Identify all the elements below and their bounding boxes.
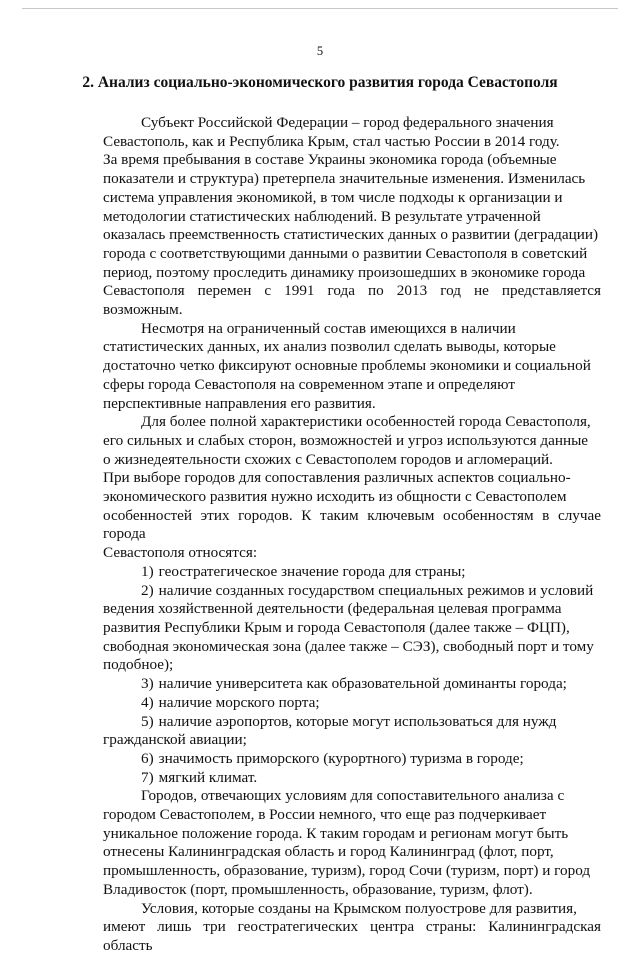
paragraph-characteristics: Для более полной характеристики особенностей города Севастополя, его сильных и слабых сторон, возможностей и угроз используются данные о жизнедеятельности схожих с Севастополем городов и агломераций. При выборе городов для сопоставления различных аспектов социально- экономического развития нужно исходить из общности с Севастополем особенностей этих городов. К таким ключевым особенностям в случае города Севастополя относятся: [103, 413, 601, 562]
list-item-number: 6) [141, 749, 154, 767]
list-item [103, 675, 601, 694]
paragraph-intro: Субъект Российской Федерации – город федерального значения Севастополь, как и Республика Крым, стал частью России в 2014 году. За время пребывания в составе Украины экономика города (объемные показатели и структура) претерпела значительные изменения. Изменилась система управления экономикой, в том числе подходы к организации и методологии статистических наблюдений. В результате утраченной оказалась преемственность статистических данных о развитии (деградации) города с соответствующими данными о развитии Севастополя в советский период, поэтому проследить динамику произошедших в экономике города Севастополя перемен с 1991 года по 2013 год не представляется возможным. [103, 114, 601, 319]
list-item [103, 750, 601, 769]
list-item-number: 2) [141, 581, 154, 599]
list-item-text: наличие аэропортов, которые могут использоваться для нужд гражданской авиации; [103, 712, 557, 749]
page-number: 5 [316, 44, 324, 58]
list-item-number: 7) [141, 768, 154, 786]
list-item-text: наличие морского порта; [158, 693, 320, 711]
list-item-text: наличие созданных государством специальных режимов и условий ведения хозяйственной деятельности (федеральная целевая программа развития Республики Крым и города Севастополя (далее также – ФЦП), свободная экономическая зона (далее также – СЭЗ), свободный порт и тому подобное); [103, 581, 594, 674]
paragraph-comparable-cities: Городов, отвечающих условиям для сопоставительного анализа с городом Севастополем, в России немного, что еще раз подчеркивает уникальное положение города. К таким городам и регионам могут быть отнесены Калининградская область и город Калининград (флот, порт, промышленность, образование, туризм), город Сочи (туризм, порт) и город Владивосток (порт, промышленность, образование, туризм, флот). [103, 787, 591, 898]
list-item [103, 713, 601, 750]
list-item-number: 5) [141, 712, 154, 730]
list-item [103, 769, 601, 788]
page-top-edge [22, 8, 618, 9]
list-item-number: 4) [141, 693, 154, 711]
list-item [103, 582, 601, 676]
list-item-text: геостратегическое значение города для страны; [158, 562, 466, 580]
list-item [103, 694, 601, 713]
list-item-text: наличие университета как образовательной доминанты города; [158, 675, 567, 693]
list-item-number: 3) [141, 675, 154, 693]
list-item-text: значимость приморского (курортного) туризма в городе; [158, 749, 524, 767]
paragraph-analysis: Несмотря на ограниченный состав имеющихся в наличии статистических данных, их анализ позволил сделать выводы, которые достаточно четко фиксируют основные проблемы экономики и социальной сферы города Севастополя на современном этапе и определяют перспективные направления его развития. [103, 319, 591, 412]
paragraph-conditions: Условия, которые созданы на Крымском полуострове для развития, имеют лишь три геостратегических центра страны: Калининградская область [103, 899, 601, 954]
list-item [103, 563, 601, 582]
section-heading: 2. Анализ социально-экономического развития города Севастополя [82, 74, 558, 91]
list-item-text: мягкий климат. [158, 768, 258, 786]
document-body [103, 114, 601, 956]
list-item-number: 1) [141, 562, 154, 580]
